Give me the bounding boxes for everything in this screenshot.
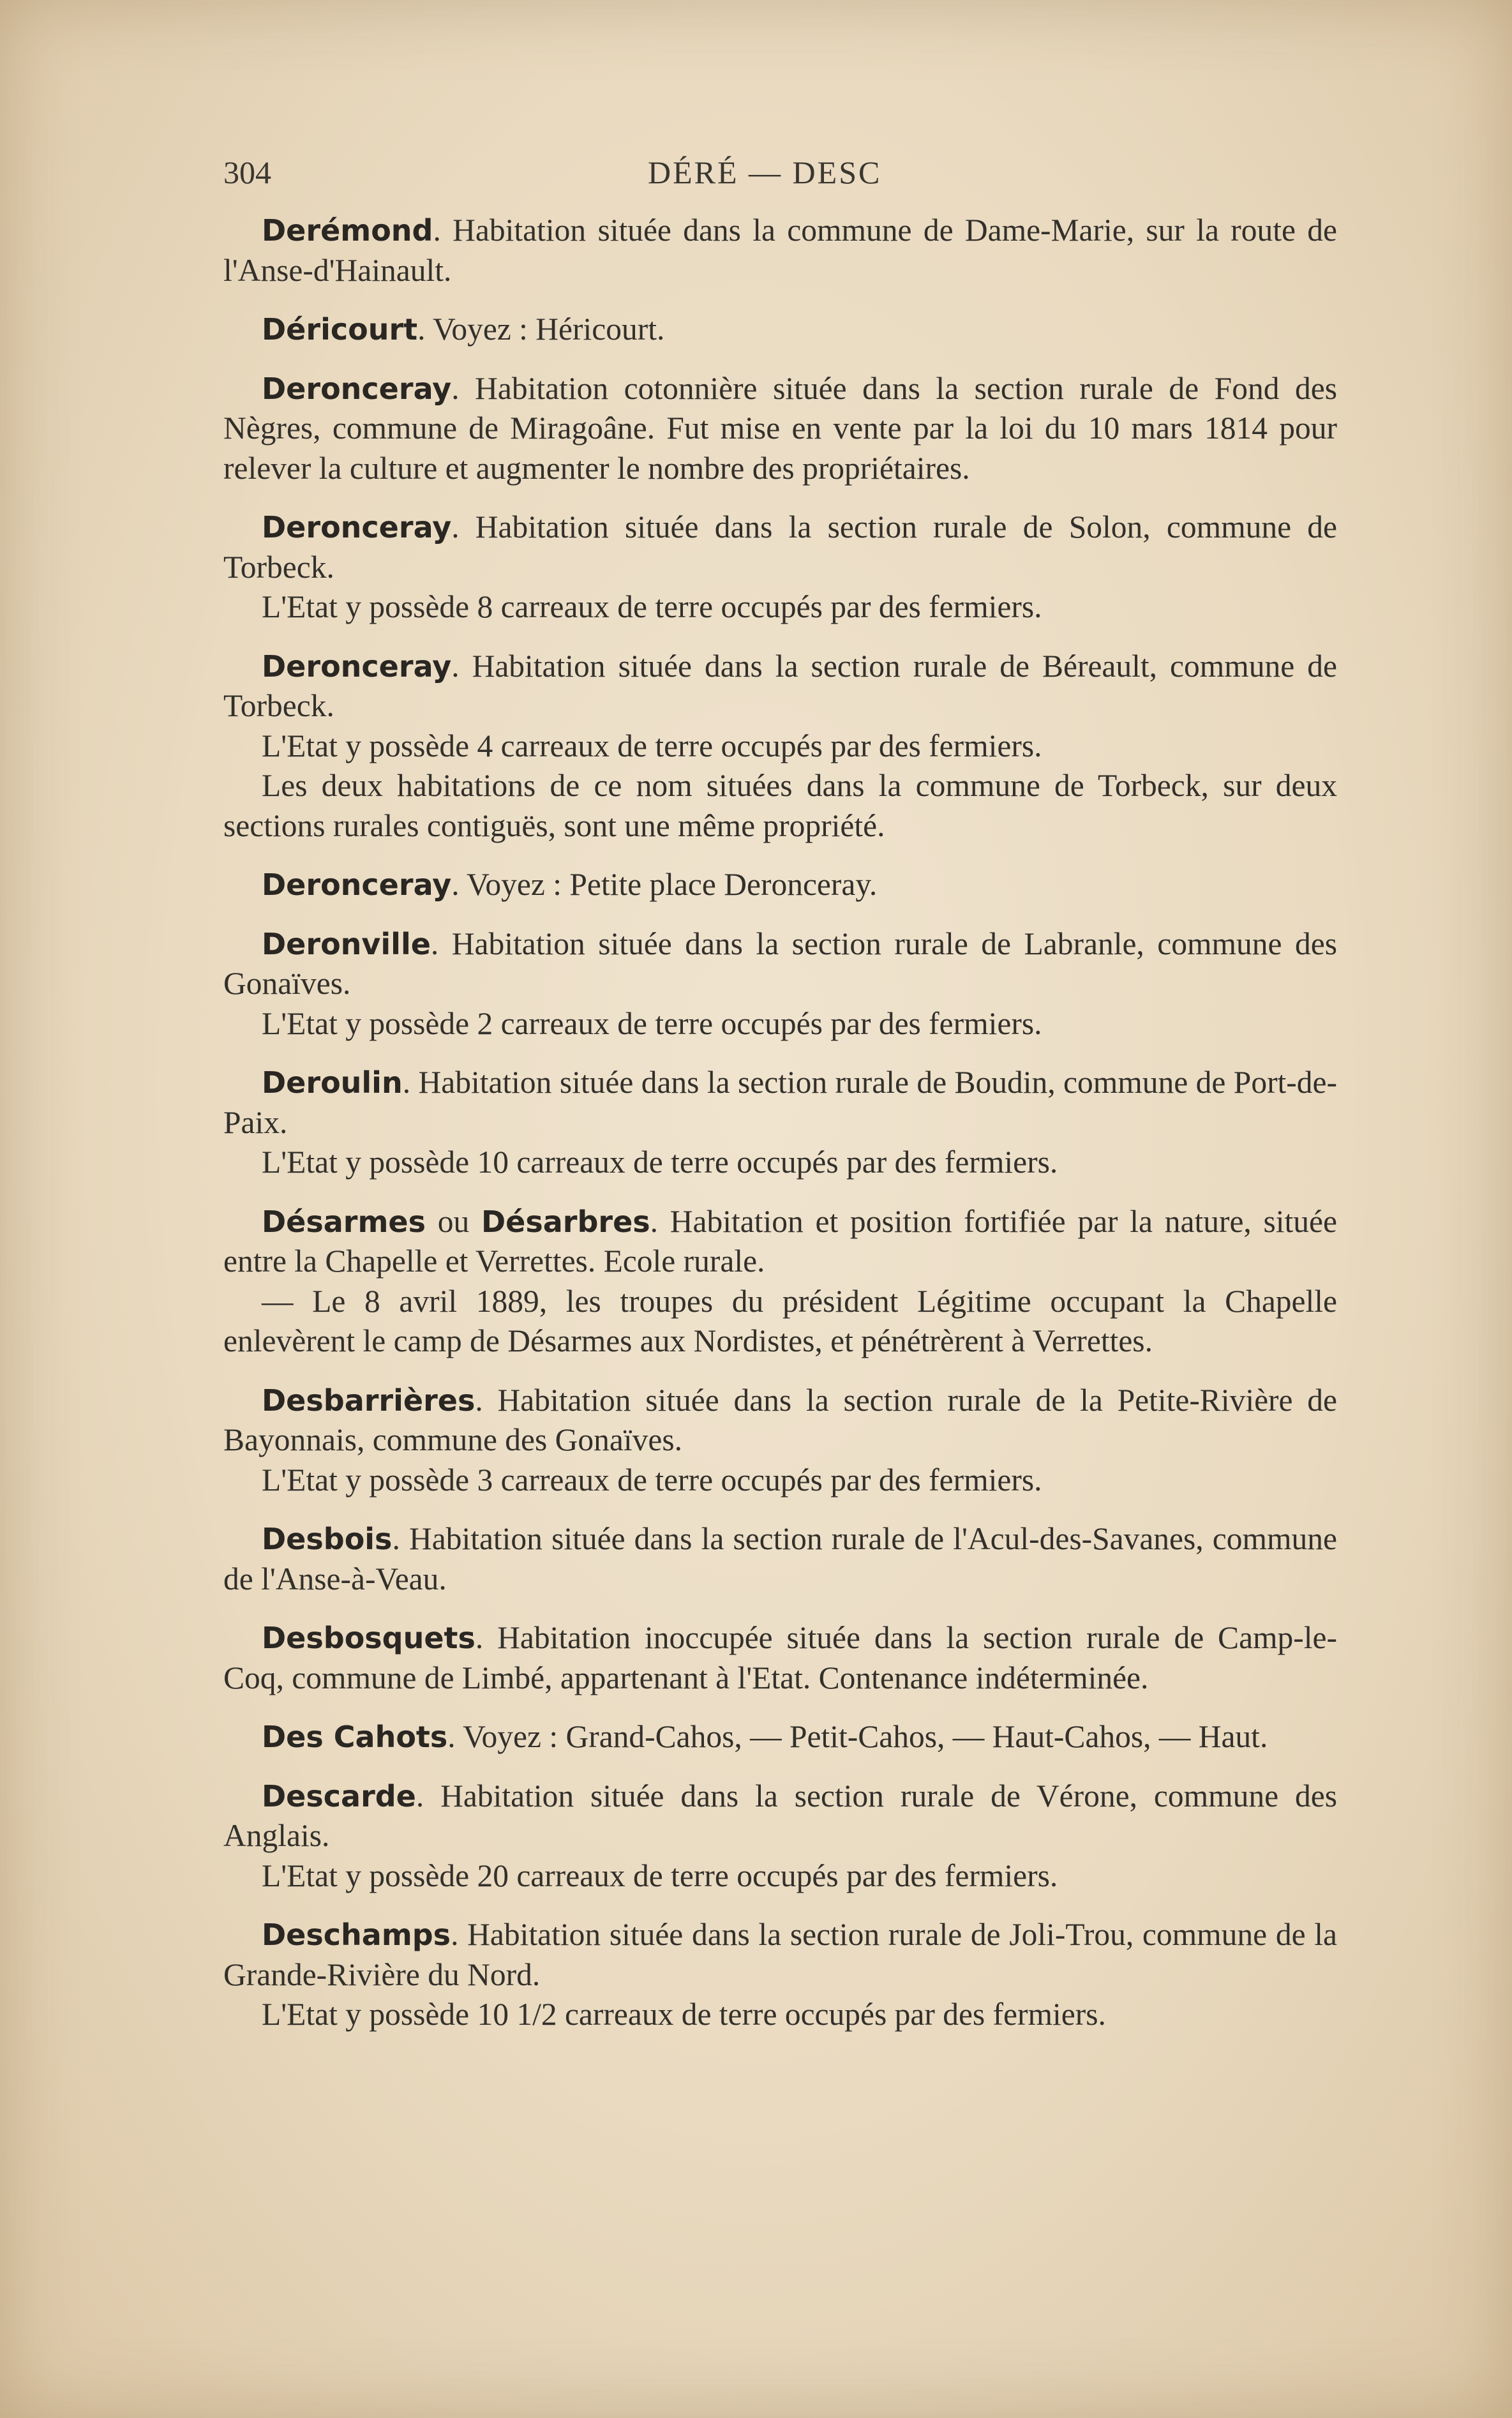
entry-note: L'Etat y possède 2 carreaux de terre occupés par des fermiers. [262, 1005, 1042, 1041]
entry-paragraph [223, 1618, 1337, 1698]
entry-headword: Descarde [262, 1778, 416, 1814]
entry-text: . Habitation située dans la section rurale de Vérone, commune des Anglais. [223, 1778, 1337, 1853]
entry-paragraph [223, 1519, 1337, 1599]
entry-text: . Habitation et position fortifiée par la nature, située entre la Chapelle et Verrettes. Ecole rurale. [223, 1203, 1337, 1279]
entry-headword: Derémond [262, 213, 433, 248]
entry-connector: ou [426, 1203, 481, 1239]
entry-text: . Habitation inoccupée située dans la section rurale de Camp-le-Coq, commune de Limbé, appartenant à l'Etat. Contenance indéterminée. [223, 1620, 1337, 1695]
running-head: DÉRÉ — DESC [648, 154, 882, 190]
entry-text: . Habitation cotonnière située dans la section rurale de Fond des Nègres, commune de Miragoâne. Fut mise en vente par la loi du 10 mars 1814 pour relever la culture et augmenter le nombre des propriétaires. [223, 370, 1337, 486]
entry-desbosquets [223, 1618, 1337, 1698]
entry-text: . Habitation située dans la section rurale de Solon, commune de Torbeck. [223, 509, 1337, 585]
entry-paragraph [223, 924, 1337, 1004]
entry-headword: Deschamps [262, 1918, 451, 1952]
entry-note: L'Etat y possède 4 carreaux de terre occupés par des fermiers. [262, 728, 1042, 763]
entry-deronceray-fond-des-negres [223, 369, 1337, 489]
entry-deschamps [223, 1915, 1337, 2035]
entry-headword: Desbarrières [262, 1383, 475, 1418]
page-number: 304 [223, 154, 271, 190]
entry-text: . Habitation située dans la section rurale de Béreault, commune de Torbeck. [223, 648, 1337, 723]
page-header [223, 150, 925, 195]
entry-paragraph [223, 1915, 1337, 1995]
entry-text: . Voyez : Petite place Deronceray. [451, 867, 878, 902]
entry-deremond [223, 211, 1337, 290]
entry-deroulin [223, 1063, 1337, 1183]
entry-text: . Habitation située dans la commune de Dame-Marie, sur la route de l'Anse-d'Hainault. [223, 213, 1337, 288]
entry-headword: Deronceray [262, 649, 452, 684]
entry-text: . Habitation située dans la section rurale de l'Acul-des-Savanes, commune de l'Anse-à-Veau. [223, 1521, 1337, 1596]
entry-text: . Voyez : Grand-Cahos, — Petit-Cahos, — Haut-Cahos, — Haut. [447, 1719, 1268, 1754]
entry-paragraph [223, 865, 1337, 905]
dictionary-entries [223, 211, 1337, 2054]
entry-desbarrieres [223, 1381, 1337, 1501]
entry-paragraph [223, 507, 1337, 587]
entry-note: L'Etat y possède 8 carreaux de terre occupés par des fermiers. [262, 589, 1042, 624]
entry-text: . Voyez : Héricourt. [417, 312, 665, 347]
entry-note: L'Etat y possède 3 carreaux de terre occupés par des fermiers. [262, 1462, 1042, 1498]
entry-des-cahots [223, 1717, 1337, 1757]
entry-paragraph [223, 1776, 1337, 1856]
entry-note: — Le 8 avril 1889, les troupes du président Légitime occupant la Chapelle enlevèrent le camp de Désarmes aux Nordistes, et pénétrèrent à Verrettes. [223, 1283, 1337, 1358]
entry-note: Les deux habitations de ce nom situées dans la commune de Torbeck, sur deux sections rurales contiguës, sont une même propriété. [223, 768, 1337, 843]
entry-deronville [223, 924, 1337, 1044]
entry-headword: Des Cahots [262, 1720, 448, 1754]
entry-text: . Habitation située dans la section rurale de Boudin, commune de Port-de-Paix. [223, 1065, 1337, 1140]
entry-text: . Habitation située dans la section rurale de Labranle, commune des Gonaïves. [223, 926, 1337, 1001]
entry-dericourt [223, 310, 1337, 350]
entry-descarde [223, 1776, 1337, 1896]
entry-desbois [223, 1519, 1337, 1599]
entry-deronceray-solon [223, 507, 1337, 627]
entry-headword: Deroulin [262, 1065, 403, 1100]
entry-desarmes [223, 1202, 1337, 1362]
entry-text: . Habitation située dans la section rurale de la Petite-Rivière de Bayonnais, commune des Gonaïves. [223, 1382, 1337, 1457]
entry-paragraph [223, 647, 1337, 726]
entry-headword: Deronceray [262, 867, 452, 902]
entry-headword: Déricourt [262, 312, 418, 347]
entry-text: . Habitation située dans la section rurale de Joli-Trou, commune de la Grande-Rivière du Nord. [223, 1917, 1337, 1992]
entry-headword: Deronville [262, 926, 431, 961]
entry-paragraph [223, 369, 1337, 489]
entry-deronceray-voyez [223, 865, 1337, 905]
entry-headword: Désarmes [262, 1204, 426, 1239]
entry-note: L'Etat y possède 10 1/2 carreaux de terre occupés par des fermiers. [262, 1997, 1106, 2032]
entry-headword: Deronceray [262, 371, 452, 406]
entry-headword: Desbosquets [262, 1621, 475, 1655]
entry-headword-alt: Désarbres [481, 1204, 650, 1239]
entry-paragraph [223, 211, 1337, 290]
entry-headword: Desbois [262, 1522, 393, 1556]
entry-paragraph [223, 1381, 1337, 1461]
entry-note: L'Etat y possède 10 carreaux de terre occupés par des fermiers. [262, 1145, 1058, 1180]
entry-headword: Deronceray [262, 510, 452, 544]
entry-paragraph [223, 1202, 1337, 1282]
entry-paragraph [223, 1063, 1337, 1143]
entry-deronceray-bereault [223, 647, 1337, 846]
entry-note: L'Etat y possède 20 carreaux de terre occupés par des fermiers. [262, 1858, 1058, 1893]
entry-paragraph [223, 1717, 1337, 1757]
entry-paragraph [223, 310, 1337, 350]
